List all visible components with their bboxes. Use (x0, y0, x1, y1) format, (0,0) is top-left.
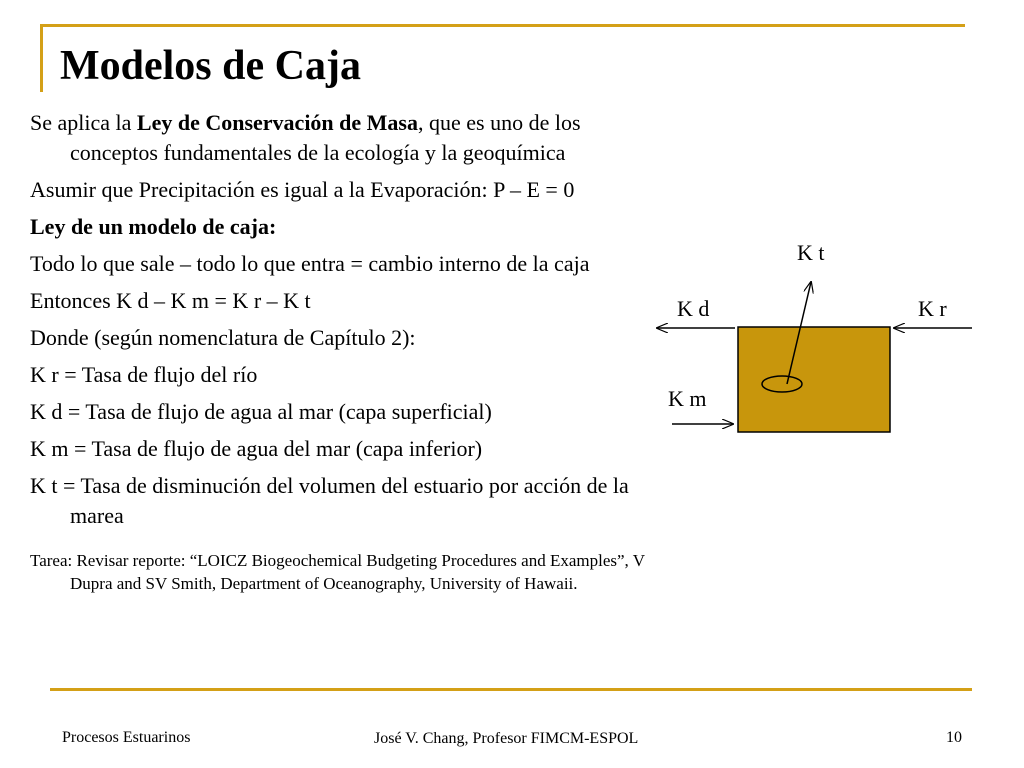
label-kd: K d (677, 296, 710, 321)
bullet-box-law: Todo lo que sale – todo lo que entra = cambio interno de la caja (30, 251, 590, 276)
bullet-kr-definition: K r = Tasa de flujo del río (30, 362, 258, 387)
bullet-km-definition: K m = Tasa de flujo de agua del mar (capa inferior) (30, 436, 483, 461)
bottom-rule (50, 688, 972, 691)
bullet-conservation-post: , que es uno de los conceptos fundamentales de la ecología y la geoquímica (70, 110, 581, 165)
bullet-kd-definition: K d = Tasa de flujo de agua al mar (capa superficial) (30, 399, 492, 424)
bullet-nomenclature: Donde (según nomenclatura de Capítulo 2): (30, 325, 416, 350)
footer-course: Procesos Estuarinos (62, 729, 191, 746)
label-kr: K r (918, 296, 947, 321)
bullet-equation: Entonces K d – K m = K r – K t (30, 288, 311, 313)
bullet-conservation-bold: Ley de Conservación de Masa (136, 110, 418, 135)
bullet-conservation-pre: Se aplica la (30, 110, 137, 135)
slide-title: Modelos de Caja (60, 43, 361, 89)
bullet-kt-definition: K t = Tasa de disminución del volumen del estuario por acción de la marea (30, 473, 629, 528)
label-kt: K t (797, 240, 825, 265)
estuary-box (738, 327, 890, 432)
footer-author: José V. Chang, Profesor FIMCM-ESPOL (374, 730, 639, 747)
bullet-precipitation: Asumir que Precipitación es igual a la Evaporación: P – E = 0 (30, 177, 575, 202)
box-law-heading-bold: Ley de un modelo de caja: (30, 214, 277, 239)
assignment-note: Tarea: Revisar reporte: “LOICZ Biogeochemical Budgeting Procedures and Examples”, V Dupra and SV Smith, Department of Oceanography, University of Hawaii. (30, 551, 645, 593)
label-km: K m (668, 386, 707, 411)
footer-page-number: 10 (946, 729, 962, 746)
